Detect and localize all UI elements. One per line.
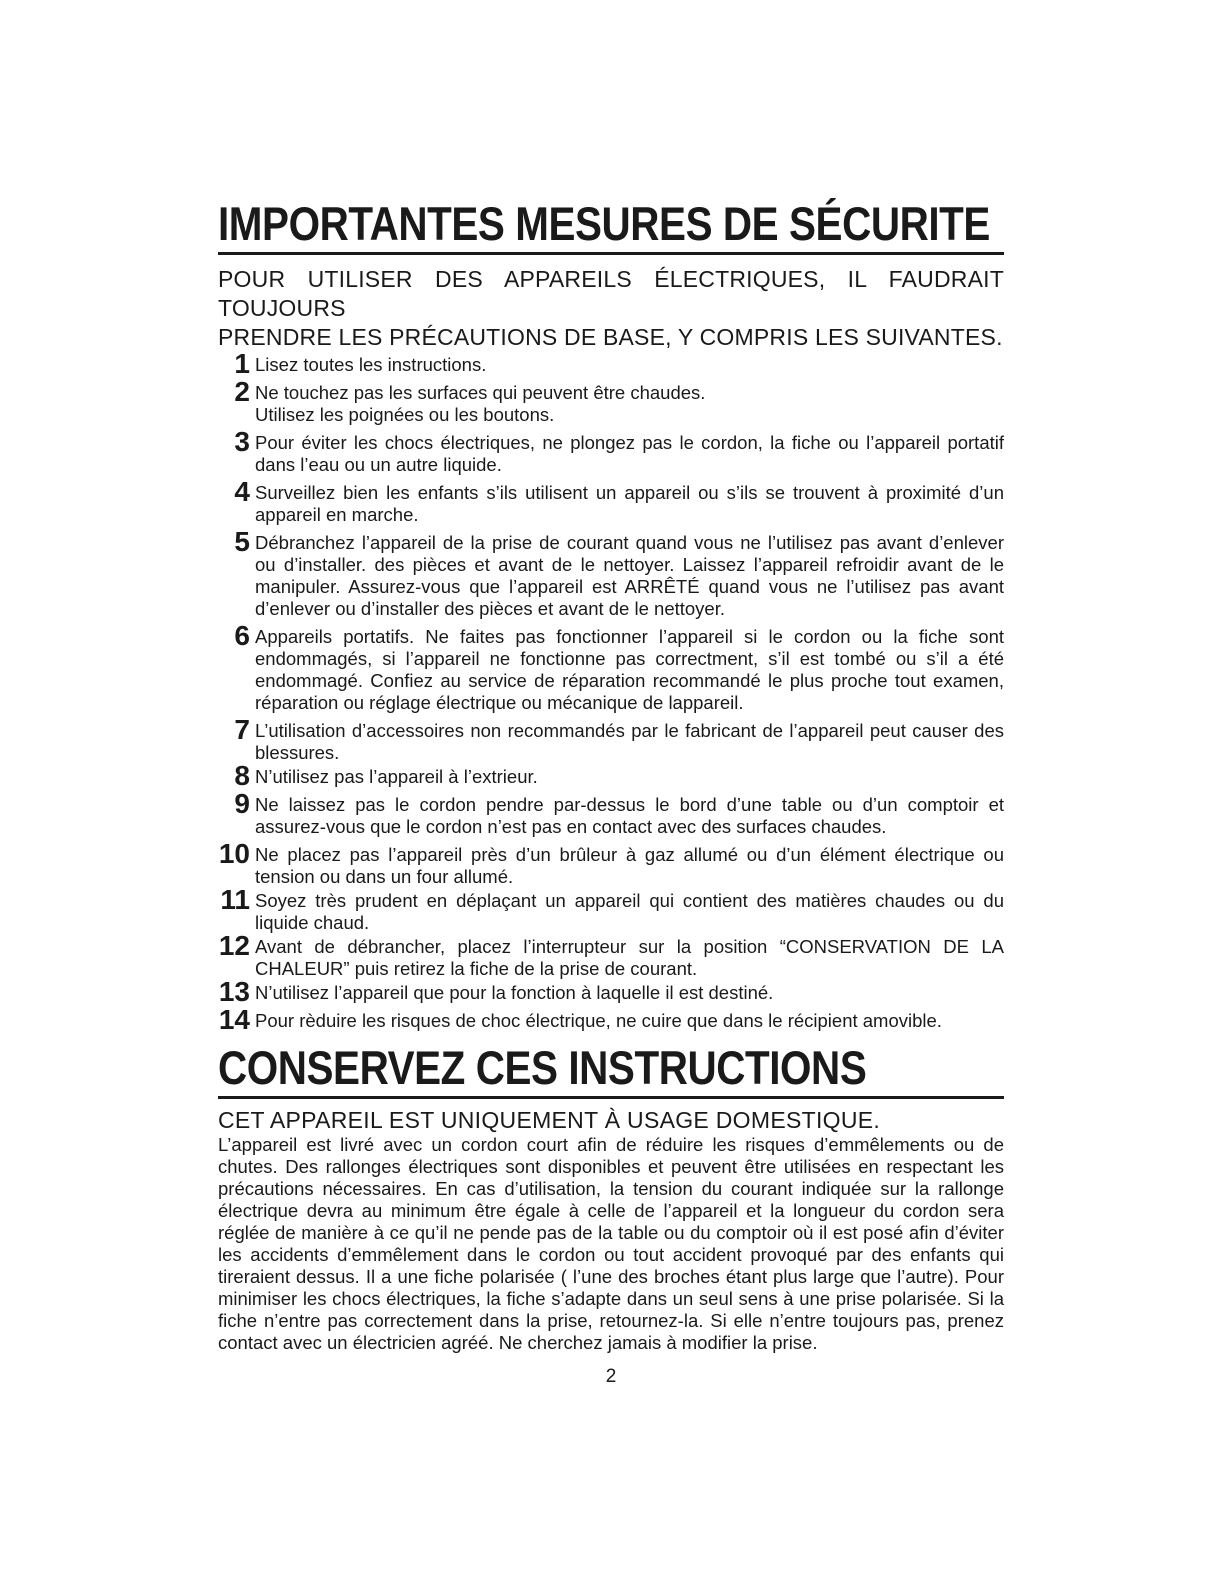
item-text: Pour éviter les chocs électriques, ne plongez pas le cordon, la fiche ou l’appareil portatif dans l’eau ou un autre liquide. [255,432,1004,475]
subtitle-line-2: PRENDRE LES PRÉCAUTIONS DE BASE, Y COMPRIS LES SUIVANTES. [218,324,1003,350]
list-item [218,376,1004,426]
list-item [218,526,1004,620]
list-item [218,1004,1004,1035]
list-item [218,476,1004,526]
item-number: 14 [218,1004,250,1035]
item-text: Ne placez pas l’appareil près d’un brûleur à gaz allumé ou d’un élément électrique ou tension ou dans un four allumé. [255,844,1004,887]
document-page [218,196,1004,1388]
list-item [218,620,1004,714]
list-item [218,976,1004,1007]
list-item [218,838,1004,888]
item-text: L’utilisation d’accessoires non recommandés par le fabricant de l’appareil peut causer des blessures. [255,720,1004,763]
item-number: 8 [234,760,250,791]
section-subtitle: CET APPAREIL EST UNIQUEMENT À USAGE DOMESTIQUE. [218,1107,881,1133]
section-divider [218,1096,1004,1099]
list-item [218,426,1004,476]
item-text: Soyez très prudent en déplaçant un appareil qui contient des matières chaudes ou du liquide chaud. [255,890,1004,933]
title-divider [218,252,1004,255]
section-title: CONSERVEZ CES INSTRUCTIONS [218,1041,867,1094]
safety-list [218,348,1004,1035]
item-number: 4 [234,476,250,507]
item-text: Ne touchez pas les surfaces qui peuvent être chaudes. Utilisez les poignées ou les boutons. [255,382,706,425]
list-item [218,788,1004,838]
item-text: Avant de débrancher, placez l’interrupteur sur la position “CONSERVATION DE LA CHALEUR” puis retirez la fiche de la prise de courant. [255,936,1004,979]
page-subtitle [218,265,1004,352]
subtitle-line-1: POUR UTILISER DES APPAREILS ÉLECTRIQUES, IL FAUDRAIT TOUJOURS [218,266,1004,321]
item-number: 5 [234,526,250,557]
item-text: Débranchez l’appareil de la prise de courant quand vous ne l’utilisez pas avant d’enlever ou d’installer. des pièces et avant de le nettoyer. Laissez l’appareil refroidir avant de le manipuler. Assurez-vous que l’appareil est ARRÊTÉ quand vous ne l’utilisez pas avant d’enlever ou d’installer des pièces et avant de le nettoyer. [255,532,1004,619]
item-number: 10 [218,838,250,869]
item-number: 6 [234,620,250,651]
list-item [218,714,1004,764]
item-number: 1 [234,348,250,379]
item-number: 3 [234,426,250,457]
section-paragraph: L’appareil est livré avec un cordon court afin de réduire les risques d’emmêlements ou de chutes. Des rallonges électriques sont disponibles et peuvent être utilisées en respectant les précautions nécessaires. En cas d’utilisation, la tension du courant indiquée sur la rallonge électrique devra au minimum être égale à celle de l’appareil et la longueur du cordon sera réglée de manière à ce qu’il ne pende pas de la table ou du comptoir où il est posé afin d’éviter les accidents d’emmêlement dans le cordon ou tout accident provoqué par des enfants qui tireraient dessus. Il a une fiche polarisée ( l’une des broches étant plus large que l’autre). Pour minimiser les chocs électriques, la fiche s’adapte dans un seul sens à une prise polarisée. Si la fiche n’entre pas correctement dans la prise, retournez-la. Si elle n’entre toujours pas, prenez contact avec un électricien agréé. Ne cherchez jamais à modifier la prise. [218,1134,1004,1353]
item-text: Appareils portatifs. Ne faites pas fonctionner l’appareil si le cordon ou la fiche sont endommagés, si l’appareil ne fonctionne pas correctment, s’il est tombé ou s’il a été endommagé. Confiez au service de réparation recommandé le plus proche tout examen, réparation ou réglage électrique ou mécanique de lappareil. [255,626,1004,713]
list-item [218,760,1004,791]
item-text: N’utilisez pas l’appareil à l’extrieur. [255,766,538,787]
item-number: 7 [234,714,250,745]
item-number: 12 [218,930,250,961]
item-text: Pour rèduire les risques de choc électrique, ne cuire que dans le récipient amovible. [255,1010,942,1031]
item-number: 9 [234,788,250,819]
item-text: Lisez toutes les instructions. [255,354,487,375]
list-item [218,930,1004,980]
page-number: 2 [605,1366,617,1387]
item-number: 11 [220,884,250,915]
item-number: 13 [218,976,250,1007]
item-number: 2 [234,376,250,407]
item-text: N’utilisez l’appareil que pour la fonction à laquelle il est destiné. [255,982,774,1003]
page-title: IMPORTANTES MESURES DE SÉCURITE [218,197,990,250]
item-text: Surveillez bien les enfants s’ils utilisent un appareil ou s’ils se trouvent à proximité d’un appareil en marche. [255,482,1004,525]
item-text: Ne laissez pas le cordon pendre par-dessus le bord d’une table ou d’un comptoir et assurez-vous que le cordon n’est pas en contact avec des surfaces chaudes. [255,794,1004,837]
list-item [218,348,1004,379]
list-item [218,884,1004,934]
